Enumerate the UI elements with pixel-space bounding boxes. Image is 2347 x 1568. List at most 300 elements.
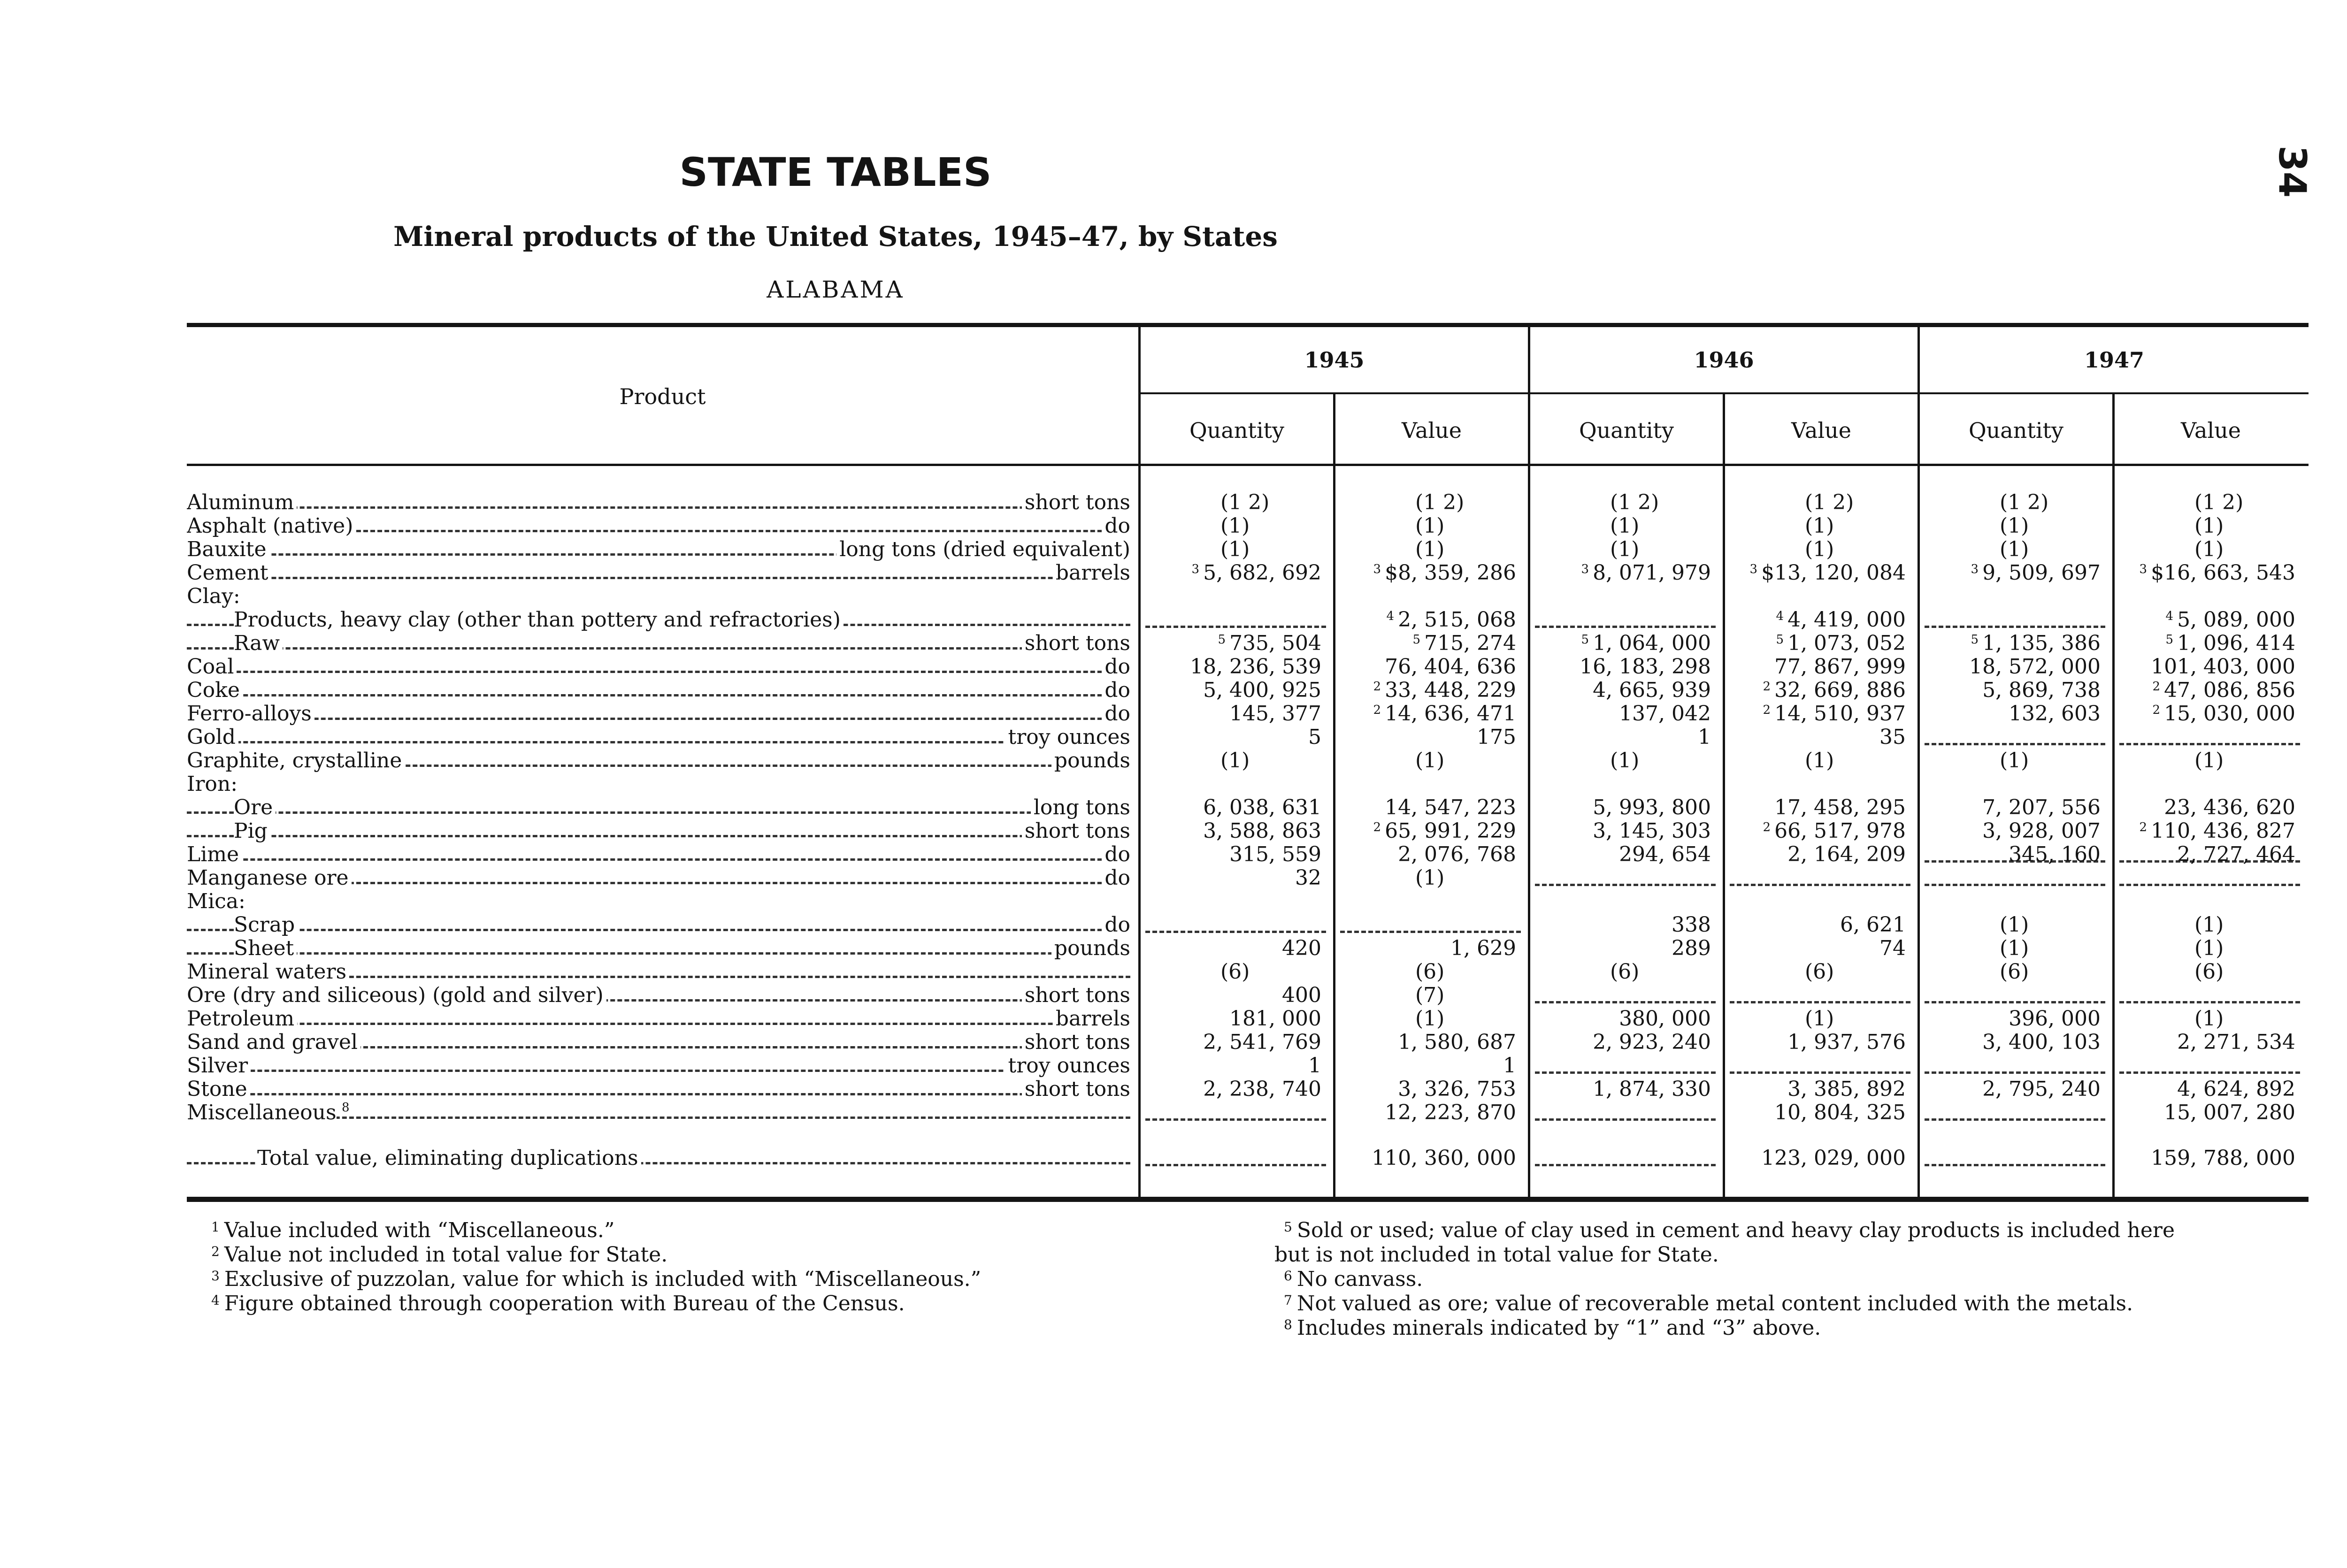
cell-value: (1 2) [1415, 490, 1465, 514]
table-cell [1920, 1030, 2101, 1054]
product-name: Sand and gravel [187, 1030, 360, 1054]
table-cell [1335, 1077, 1516, 1101]
cell-value: $8, 359, 286 [1385, 561, 1516, 585]
cell-value: 345, 160 [2009, 842, 2101, 866]
total-row-label [187, 1146, 1130, 1170]
table-cell [1920, 1007, 2101, 1030]
page-title: STATE TABLES [679, 149, 992, 195]
cell-value: 3, 326, 753 [1398, 1077, 1516, 1101]
footnote-mark: 5 [2165, 633, 2174, 647]
table-cell [1141, 725, 1321, 749]
cell-value: 1, 064, 000 [1593, 631, 1711, 655]
cell-value: (1) [1220, 514, 1250, 538]
table-cell [2115, 936, 2295, 960]
footnote-mark: 3 [1971, 562, 1979, 576]
cell-value: 4, 624, 892 [2177, 1077, 2295, 1101]
cell-value: 33, 448, 229 [1385, 678, 1516, 702]
table-cell [1530, 819, 1711, 842]
product-name: Ore (dry and siliceous) (gold and silver) [187, 983, 606, 1007]
table-cell [1335, 561, 1516, 584]
table-cell [1530, 561, 1711, 584]
product-name: Coal [187, 655, 237, 678]
product-name: Ferro-alloys [187, 702, 314, 725]
table-cell [1725, 561, 1906, 584]
value-header: Value [1791, 418, 1851, 443]
no-data-dash [1145, 626, 1326, 628]
table-cell [1920, 490, 2101, 514]
product-name: Silver [187, 1054, 251, 1077]
table-cell [2115, 702, 2295, 725]
value-header: Value [2181, 418, 2241, 443]
table-cell [1141, 678, 1321, 702]
dot-leader [187, 577, 1130, 579]
footnote-mark: 5 [1218, 633, 1226, 647]
table-cell [1335, 655, 1516, 678]
cell-value: (6) [1610, 960, 1640, 984]
product-name: Aluminum [187, 490, 297, 514]
product-name: Coke [187, 678, 243, 702]
table-cell [2115, 1077, 2295, 1101]
footnote-mark: 3 [1373, 562, 1381, 576]
table-cell [2115, 631, 2295, 655]
year-underline [1920, 392, 2309, 394]
total-label: Total value, eliminating duplications [257, 1146, 641, 1170]
footnote-mark: 2 [1763, 680, 1771, 694]
no-data-dash [1730, 1001, 1910, 1003]
cell-value: 32 [1295, 866, 1321, 890]
unit-label: pounds [1051, 936, 1130, 960]
table-row-label [187, 608, 1130, 631]
table-cell [1141, 490, 1321, 514]
table-cell [1141, 1030, 1321, 1054]
table-header-rule [187, 464, 2309, 466]
table-cell [1335, 514, 1516, 537]
cell-value: (1) [2000, 514, 2029, 538]
cell-value: $16, 663, 543 [2151, 561, 2295, 585]
unit-label: short tons [1022, 490, 1130, 514]
table-row-label [187, 1077, 1130, 1101]
table-cell [1725, 537, 1906, 561]
year-header-1945: 1945 [1304, 347, 1365, 373]
no-data-dash [1535, 1001, 1716, 1003]
cell-value: (1) [1415, 514, 1445, 538]
footnote-mark: 2 [1373, 680, 1381, 694]
dot-leader [187, 1093, 1130, 1095]
cell-value: 1, 874, 330 [1593, 1077, 1711, 1101]
footnote-mark: 2 [2152, 680, 2161, 694]
table-cell [1725, 913, 1906, 936]
table-cell [1141, 631, 1321, 655]
table-cell [1335, 702, 1516, 725]
year-underline [1530, 392, 1917, 394]
cell-value: (1 2) [2000, 490, 2049, 514]
no-data-dash [1145, 931, 1326, 933]
cell-value: 4, 665, 939 [1593, 678, 1711, 702]
cell-value: (1) [2194, 537, 2224, 561]
table-row-label [187, 490, 1130, 514]
product-header: Product [619, 384, 706, 409]
unit-label: short tons [1022, 819, 1130, 842]
footnote-mark: 5 [1971, 633, 1979, 647]
cell-value: (6) [1220, 960, 1250, 984]
table-cell [1335, 537, 1516, 561]
total-value-1945: 110, 360, 000 [1372, 1146, 1516, 1170]
cell-value: 14, 636, 471 [1385, 702, 1516, 726]
table-cell [1335, 631, 1516, 655]
footnote-mark: 5 [1776, 633, 1784, 647]
cell-value: 5, 400, 925 [1203, 678, 1321, 702]
cell-value: (1) [1610, 749, 1640, 773]
unit-label: long tons [1031, 795, 1130, 819]
cell-value: 400 [1282, 983, 1321, 1007]
dot-leader [187, 952, 1130, 955]
table-cell [1530, 514, 1711, 537]
dot-leader [187, 835, 1130, 837]
footnote-mark: 2 [1373, 703, 1381, 717]
table-cell [1335, 1030, 1516, 1054]
no-data-dash [2119, 1071, 2300, 1074]
cell-value: 23, 436, 620 [2164, 795, 2295, 819]
no-data-dash [1535, 626, 1716, 628]
no-data-dash [1535, 1118, 1716, 1121]
unit-label: do [1102, 913, 1130, 936]
cell-value: (1 2) [2194, 490, 2244, 514]
unit-label: do [1102, 678, 1130, 702]
cell-value: 1, 135, 386 [1982, 631, 2101, 655]
cell-value: 5, 682, 692 [1203, 561, 1321, 585]
no-data-dash [1925, 1118, 2105, 1121]
total-value-1946: 123, 029, 000 [1761, 1146, 1906, 1170]
footnote: $^3$ Exclusive of puzzolan, value for which is included with “Miscellaneous.” [211, 1267, 982, 1291]
table-cell [1920, 842, 2101, 866]
cell-value: 15, 030, 000 [2164, 702, 2295, 726]
table-cell [1530, 725, 1711, 749]
table-cell [1530, 702, 1711, 725]
cell-value: 5 [1308, 725, 1321, 749]
cell-value: 2, 271, 534 [2177, 1030, 2295, 1054]
cell-value: (1 2) [1610, 490, 1659, 514]
no-data-dash [1925, 1071, 2105, 1074]
table-row-label [187, 913, 1130, 936]
table-cell [1530, 960, 1711, 983]
table-top-rule [187, 323, 2309, 327]
table-cell [2115, 913, 2295, 936]
product-name: Lime [187, 842, 242, 866]
table-row-label [187, 631, 1130, 655]
cell-value: (6) [2194, 960, 2224, 984]
table-cell [1335, 1054, 1516, 1077]
cell-value: 1, 096, 414 [2177, 631, 2295, 655]
unit-label: troy ounces [1005, 1054, 1130, 1077]
table-cell [1530, 1077, 1711, 1101]
dot-leader [187, 718, 1130, 720]
no-data-dash [1535, 1164, 1716, 1166]
cell-value: 137, 042 [1619, 702, 1711, 726]
cell-value: 1, 629 [1450, 936, 1516, 960]
cell-value: 12, 223, 870 [1385, 1101, 1516, 1124]
cell-value: (1) [1805, 1007, 1834, 1031]
table-cell [1725, 749, 1906, 772]
footnote: $^5$ Sold or used; value of clay used in cement and heavy clay products is included here [1284, 1218, 2175, 1242]
dot-leader [187, 929, 1130, 931]
cell-value: 338 [1672, 913, 1711, 937]
cell-value: 396, 000 [2009, 1007, 2101, 1031]
table-cell [2115, 490, 2295, 514]
cell-value: 10, 804, 325 [1774, 1101, 1906, 1124]
table-cell [1335, 960, 1516, 983]
cell-value: 145, 377 [1229, 702, 1321, 726]
cell-value: (1) [1805, 749, 1834, 773]
footnote-mark: 3 [1749, 562, 1758, 576]
table-cell [1141, 983, 1321, 1007]
cell-value: 9, 509, 697 [1982, 561, 2101, 585]
no-data-dash [1730, 884, 1910, 886]
no-data-dash [1145, 1164, 1326, 1166]
table-cell [1335, 936, 1516, 960]
cell-value: 3, 928, 007 [1982, 819, 2101, 843]
table-cell [1141, 1054, 1321, 1077]
table-cell [1141, 795, 1321, 819]
table-cell [1725, 960, 1906, 983]
no-data-dash [2119, 884, 2300, 886]
table-subtitle: Mineral products of the United States, 1945–47, by States [393, 221, 1278, 252]
no-data-dash [1925, 743, 2105, 745]
table-cell [1725, 514, 1906, 537]
footnote-mark: 5 [1412, 633, 1421, 647]
product-name: Miscellaneous [187, 1101, 337, 1124]
unit-label: pounds [1051, 749, 1130, 772]
footnote-mark: 2 [1763, 703, 1771, 717]
cell-value: 715, 274 [1424, 631, 1516, 655]
table-cell [2115, 678, 2295, 702]
cell-value: 3, 385, 892 [1787, 1077, 1906, 1101]
table-cell [1920, 1077, 2101, 1101]
table-cell [1335, 842, 1516, 866]
no-data-dash [1925, 884, 2105, 886]
year-header-1947: 1947 [2084, 347, 2145, 373]
table-cell [1141, 866, 1321, 889]
table-cell [1335, 983, 1516, 1007]
table-row-label [187, 936, 1130, 960]
table-row-label [187, 561, 1130, 584]
cell-value: 3, 145, 303 [1593, 819, 1711, 843]
table-cell [1920, 913, 2101, 936]
cell-value: 8, 071, 979 [1593, 561, 1711, 585]
table-cell [1530, 1007, 1711, 1030]
table-cell [1335, 866, 1516, 889]
value-header: Value [1402, 418, 1462, 443]
cell-value: 15, 007, 280 [2164, 1101, 2295, 1124]
cell-value: 1, 073, 052 [1787, 631, 1906, 655]
table-cell [1530, 678, 1711, 702]
cell-value: 181, 000 [1229, 1007, 1321, 1031]
table-cell [1920, 561, 2101, 584]
cell-value: (6) [2000, 960, 2029, 984]
cell-value: 66, 517, 978 [1774, 819, 1906, 843]
table-cell [1141, 655, 1321, 678]
dot-leader [187, 1023, 1130, 1025]
table-cell [1530, 936, 1711, 960]
cell-value: (1) [2000, 936, 2029, 960]
table-cell [1530, 795, 1711, 819]
cell-value: 6, 621 [1840, 913, 1906, 937]
cell-value: 5, 993, 800 [1593, 795, 1711, 819]
cell-value: 2, 727, 464 [2177, 842, 2295, 866]
product-name: Cement [187, 561, 271, 584]
table-cell [1725, 1101, 1906, 1124]
cell-value: 3, 588, 863 [1203, 819, 1321, 843]
unit-label: short tons [1022, 1030, 1130, 1054]
dot-leader [187, 671, 1130, 673]
cell-value: 2, 541, 769 [1203, 1030, 1321, 1054]
footnote: $^2$ Value not included in total value for State. [211, 1243, 668, 1267]
table-cell [2115, 960, 2295, 983]
table-cell [1141, 749, 1321, 772]
footnote-mark: 2 [2139, 820, 2148, 834]
cell-value: 420 [1282, 936, 1321, 960]
product-name: Mica: [187, 889, 248, 913]
cell-value: 18, 572, 000 [1969, 655, 2101, 679]
cell-value: (1 2) [1220, 490, 1270, 514]
table-row-label [187, 1007, 1130, 1030]
cell-value: (1) [1610, 537, 1640, 561]
cell-value: 35 [1879, 725, 1906, 749]
cell-value: 77, 867, 999 [1774, 655, 1906, 679]
footnote-mark: 4 [1776, 609, 1784, 623]
product-name: Products, heavy clay (other than pottery and refractories) [234, 608, 844, 631]
page-number: 34 [2270, 145, 2314, 198]
table-cell [1335, 678, 1516, 702]
cell-value: 32, 669, 886 [1774, 678, 1906, 702]
unit-label: do [1102, 842, 1130, 866]
table-cell [1920, 819, 2101, 842]
cell-value: (1) [1415, 537, 1445, 561]
table-cell [2115, 561, 2295, 584]
product-name: Asphalt (native) [187, 514, 356, 537]
cell-value: (1) [1805, 537, 1834, 561]
no-data-dash [2119, 1001, 2300, 1003]
cell-value: (1) [1805, 514, 1834, 538]
table-row-label [187, 1054, 1130, 1077]
product-name: Bauxite [187, 537, 269, 561]
product-name: Petroleum [187, 1007, 297, 1030]
cell-value: 18, 236, 539 [1190, 655, 1321, 679]
footnote-mark: 4 [2165, 609, 2174, 623]
unit-label: do [1102, 866, 1130, 889]
cell-value: 2, 923, 240 [1593, 1030, 1711, 1054]
cell-value: 1, 580, 687 [1398, 1030, 1516, 1054]
table-row-label [187, 725, 1130, 749]
table-cell [1141, 842, 1321, 866]
table-cell [2115, 749, 2295, 772]
no-data-dash [1145, 1118, 1326, 1121]
cell-value: (7) [1415, 983, 1445, 1007]
cell-value: (1) [2000, 913, 2029, 937]
cell-value: (1) [1220, 537, 1250, 561]
cell-value: 1 [1698, 725, 1711, 749]
footnote-mark: 5 [1581, 633, 1589, 647]
table-cell [1141, 702, 1321, 725]
unit-label: short tons [1022, 631, 1130, 655]
table-row-label [187, 514, 1130, 537]
product-name: Stone [187, 1077, 250, 1101]
table-cell [1725, 1077, 1906, 1101]
cell-value: 735, 504 [1229, 631, 1321, 655]
quantity-header: Quantity [1579, 418, 1674, 443]
footnote: $^6$ No canvass. [1284, 1267, 1423, 1291]
table-cell [1141, 1007, 1321, 1030]
state-name: ALABAMA [767, 276, 905, 303]
table-cell [1725, 631, 1906, 655]
table-cell [1530, 655, 1711, 678]
table-cell [1141, 1077, 1321, 1101]
footnote-mark: 8 [342, 1101, 350, 1115]
table-cell [2115, 819, 2295, 842]
cell-value: (1) [2000, 749, 2029, 773]
cell-value: 76, 404, 636 [1385, 655, 1516, 679]
cell-value: (1) [2000, 537, 2029, 561]
table-row-label [187, 795, 1130, 819]
table-row-label [187, 655, 1130, 678]
cell-value: 7, 207, 556 [1982, 795, 2101, 819]
table-row-label [187, 1101, 1130, 1124]
table-cell [2115, 608, 2295, 631]
table-cell [1725, 1030, 1906, 1054]
cell-value: (1) [2194, 936, 2224, 960]
table-cell [1725, 490, 1906, 514]
table-cell [2115, 1101, 2295, 1124]
table-cell [1725, 655, 1906, 678]
table-cell [2115, 514, 2295, 537]
cell-value: (1) [2194, 913, 2224, 937]
cell-value: 2, 164, 209 [1787, 842, 1906, 866]
table-cell [1920, 655, 2101, 678]
table-cell [1141, 537, 1321, 561]
table-cell [1725, 678, 1906, 702]
table-row-label [187, 983, 1130, 1007]
table-row-label [187, 772, 1130, 795]
table-cell [2115, 537, 2295, 561]
product-name: Mineral waters [187, 960, 349, 983]
table-row-label [187, 819, 1130, 842]
no-data-dash [1340, 931, 1521, 933]
table-cell [1141, 960, 1321, 983]
cell-value: (1 2) [1805, 490, 1854, 514]
table-cell [1530, 631, 1711, 655]
cell-value: (6) [1415, 960, 1445, 984]
no-data-dash [1535, 884, 1716, 886]
table-cell [1335, 725, 1516, 749]
product-name: Clay: [187, 584, 243, 608]
table-cell [1920, 795, 2101, 819]
table-cell [1141, 514, 1321, 537]
cell-value: (1) [1415, 1007, 1445, 1031]
cell-value: (1) [1220, 749, 1250, 773]
table-cell [1920, 537, 2101, 561]
table-cell [1725, 842, 1906, 866]
table-row-label [187, 1030, 1130, 1054]
cell-value: (6) [1805, 960, 1834, 984]
cell-value: (1) [2194, 1007, 2224, 1031]
dot-leader [187, 741, 1130, 743]
footnote-mark: 2 [1373, 820, 1381, 834]
table-cell [1141, 936, 1321, 960]
table-cell [1725, 936, 1906, 960]
unit-label: do [1102, 514, 1130, 537]
footnote: $^8$ Includes minerals indicated by “1” and “3” above. [1284, 1316, 1821, 1340]
footnote-mark: 2 [1763, 820, 1771, 834]
table-cell [1920, 702, 2101, 725]
